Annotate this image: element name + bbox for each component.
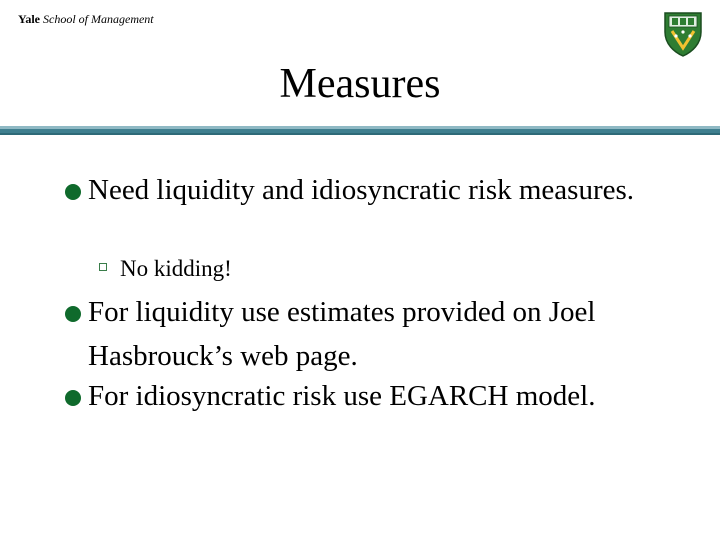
bullet-item bbox=[88, 374, 688, 418]
slide-title: Measures bbox=[279, 61, 441, 107]
bullet-item bbox=[88, 168, 688, 212]
brand-school: School of Management bbox=[43, 12, 154, 26]
bullet-item bbox=[88, 290, 688, 378]
brand-name: Yale bbox=[18, 12, 40, 26]
sub-bullet-item bbox=[120, 252, 680, 286]
bullet-text: For idiosyncratic risk use EGARCH model. bbox=[88, 380, 596, 412]
bullet-text: Need liquidity and idiosyncratic risk measures. bbox=[88, 174, 635, 206]
sub-bullet-text: No kidding! bbox=[120, 256, 232, 281]
hollow-square-bullet-icon bbox=[99, 263, 107, 271]
bullet-dot-icon bbox=[65, 306, 81, 322]
bullet-dot-icon bbox=[65, 184, 81, 200]
bullet-dot-icon bbox=[65, 390, 81, 406]
bullet-text: For liquidity use estimates provided on Joel Hasbrouck’s web page. bbox=[88, 296, 596, 372]
